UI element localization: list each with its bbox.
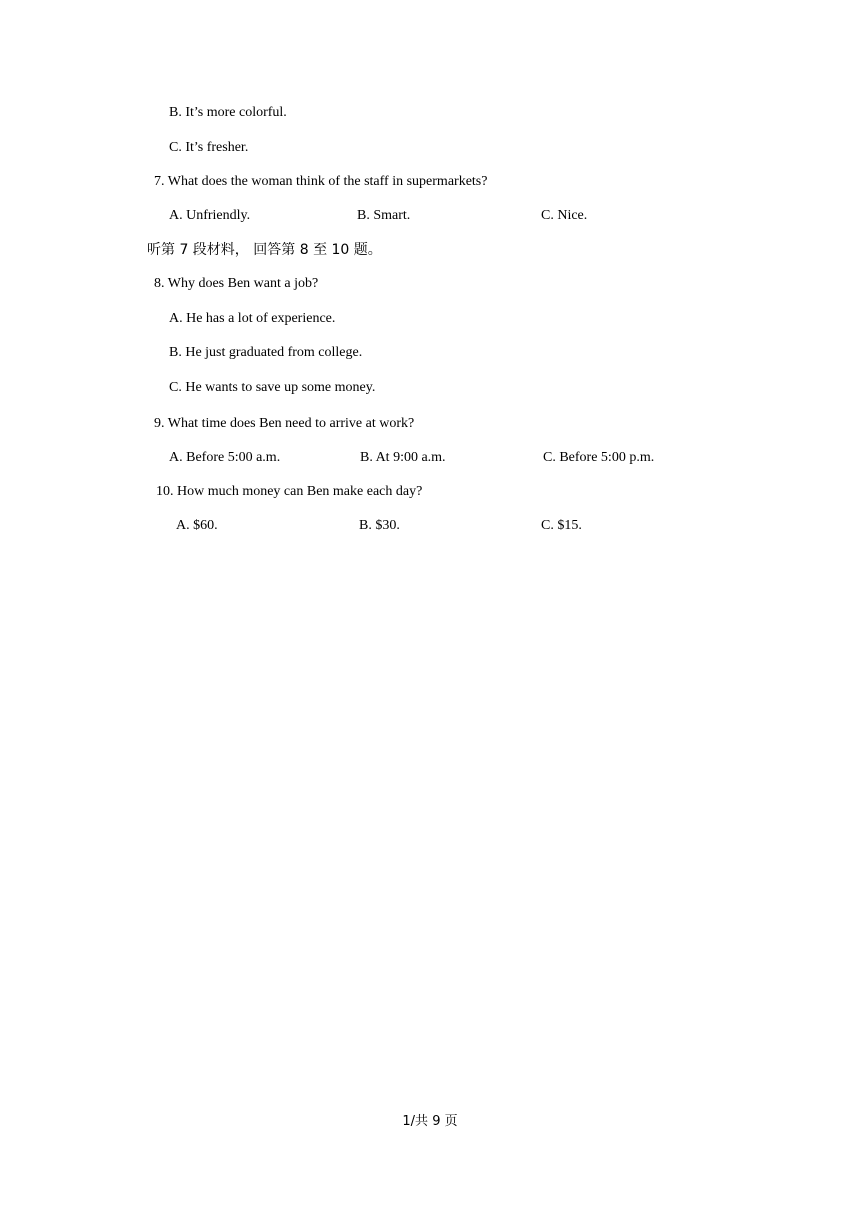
- q9-question: 9. What time does Ben need to arrive at work?: [154, 416, 415, 431]
- q10-option-c: C. $15.: [541, 518, 582, 533]
- q8-option-a: A. He has a lot of experience.: [169, 311, 336, 326]
- q9-option-b: B. At 9:00 a.m.: [360, 450, 446, 465]
- q6-option-b: B. It’s more colorful.: [169, 105, 287, 120]
- q7-option-a: A. Unfriendly.: [169, 208, 251, 223]
- page-number: 1/共 9 页: [402, 1114, 458, 1129]
- q10-option-b: B. $30.: [359, 518, 400, 533]
- q6-option-c: C. It’s fresher.: [169, 140, 249, 155]
- q10-question: 10. How much money can Ben make each day?: [156, 484, 423, 499]
- q7-option-c: C. Nice.: [541, 208, 588, 223]
- q8-option-c: C. He wants to save up some money.: [169, 380, 376, 395]
- q8-option-b: B. He just graduated from college.: [169, 345, 363, 360]
- q8-question: 8. Why does Ben want a job?: [154, 276, 319, 291]
- q10-option-a: A. $60.: [176, 518, 218, 533]
- q9-option-c: C. Before 5:00 p.m.: [543, 450, 655, 465]
- q9-option-a: A. Before 5:00 a.m.: [169, 450, 281, 465]
- q7-option-b: B. Smart.: [357, 208, 411, 223]
- q7-question: 7. What does the woman think of the staff in supermarkets?: [154, 174, 488, 189]
- section-heading: 听第 7 段材料， 回答第 8 至 10 题。: [147, 242, 382, 258]
